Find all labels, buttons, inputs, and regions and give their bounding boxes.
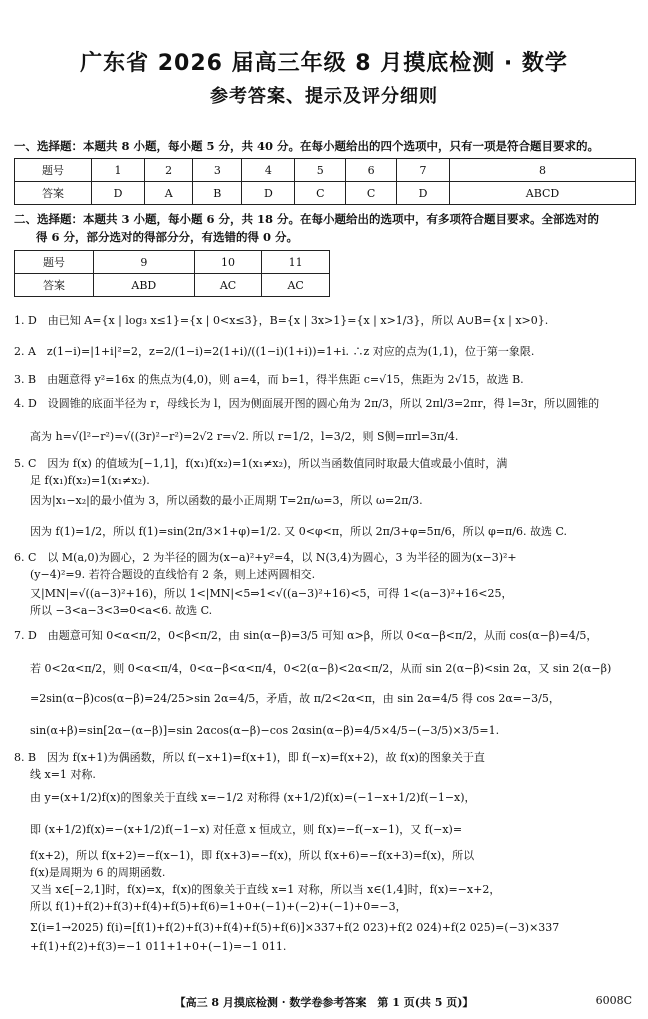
table-cell: B bbox=[193, 182, 242, 205]
solution-line: 由 y=(x+1/2)f(x)的图象关于直线 x=−1/2 对称得 (x+1/2)f(x)=(−1−x+1/2)f(−1−x)， bbox=[30, 791, 476, 804]
table-cell: ABCD bbox=[450, 182, 636, 205]
solution-line: +f(1)+f(2)+f(3)=−1 011+1+0+(−1)=−1 011. bbox=[30, 940, 287, 953]
table-cell: 9 bbox=[94, 251, 195, 274]
page-footer: 【高三 8 月摸底检测 · 数学卷参考答案 第 1 页(共 5 页)】 bbox=[174, 996, 474, 1009]
solution-line: 所以 −3<a−3<3⇒0<a<6. 故选 C. bbox=[30, 604, 213, 617]
table-row bbox=[15, 274, 330, 297]
table-cell: D bbox=[242, 182, 295, 205]
page-subtitle: 参考答案、提示及评分细则 bbox=[210, 86, 438, 107]
table-row bbox=[15, 159, 636, 182]
solution-line: 6. C 以 M(a,0)为圆心，2 为半径的圆为(x−a)²+y²=4，以 N(3,4)为圆心，3 为半径的圆为(x−3)²+ bbox=[14, 551, 517, 564]
table-cell: 4 bbox=[242, 159, 295, 182]
solution-line: 8. B 因为 f(x+1)为偶函数，所以 f(−x+1)=f(x+1)，即 f(−x)=f(x+2)，故 f(x)的图象关于直 bbox=[14, 751, 485, 764]
section2-answer-table bbox=[14, 250, 330, 297]
solution-line: 若 0<2α<π/2，则 0<α<π/4，0<α−β<α<π/4，0<2(α−β)<2α<π/2，从而 sin 2(α−β)<sin 2α，又 sin 2(α−β) bbox=[30, 662, 612, 675]
solution-line: 2. A z(1−i)=|1+i|²=2，z=2/(1−i)=2(1+i)/((1−i)(1+i))=1+i. ∴z 对应的点为(1,1)，位于第一象限. bbox=[14, 345, 535, 358]
table-row bbox=[15, 182, 636, 205]
solution-line: 因为|x₁−x₂|的最小值为 3，所以函数的最小正周期 T=2π/ω=3，所以 ω=2π/3. bbox=[30, 494, 423, 507]
solution-line: 又|MN|=√((a−3)²+16)，所以 1<|MN|<5⇒1<√((a−3)²+16)<5，可得 1<(a−3)²+16<25， bbox=[30, 587, 513, 600]
table-cell: C bbox=[295, 182, 346, 205]
table-cell: A bbox=[145, 182, 193, 205]
table-cell: 2 bbox=[145, 159, 193, 182]
solution-line: 所以 f(1)+f(2)+f(3)+f(4)+f(5)+f(6)=1+0+(−1)+(−2)+(−1)+0=−3， bbox=[30, 900, 407, 913]
table-cell: 11 bbox=[262, 251, 330, 274]
solution-line: 4. D 设圆锥的底面半径为 r，母线长为 l，因为侧面展开图的圆心角为 2π/3，所以 2πl/3=2πr，得 l=3r，所以圆锥的 bbox=[14, 397, 600, 410]
table-cell: D bbox=[397, 182, 450, 205]
solution-line: 因为 f(1)=1/2，所以 f(1)=sin(2π/3×1+φ)=1/2. 又 0<φ<π，所以 2π/3+φ=5π/6，所以 φ=π/6. 故选 C. bbox=[30, 525, 567, 538]
section1-answer-table bbox=[14, 158, 636, 205]
row-label: 题号 bbox=[15, 159, 92, 182]
table-cell: 6 bbox=[346, 159, 397, 182]
section2-instruction-line2: 得 6 分，部分选对的得部分分，有选错的得 0 分。 bbox=[36, 230, 299, 244]
table-cell: C bbox=[346, 182, 397, 205]
solution-line: 即 (x+1/2)f(x)=−(x+1/2)f(−1−x) 对任意 x 恒成立，则 f(x)=−f(−x−1)，又 f(−x)= bbox=[30, 823, 463, 836]
table-cell: AC bbox=[194, 274, 262, 297]
solution-line: 线 x=1 对称. bbox=[30, 768, 96, 781]
table-cell: 5 bbox=[295, 159, 346, 182]
table-cell: ABD bbox=[94, 274, 195, 297]
solution-line: 5. C 因为 f(x) 的值域为[−1,1]，f(x₁)f(x₂)=1(x₁≠x₂)，所以当函数值同时取最大值或最小值时，满 bbox=[14, 457, 508, 470]
solution-line: 又当 x∈[−2,1]时，f(x)=x，f(x)的图象关于直线 x=1 对称，所以当 x∈(1,4]时，f(x)=−x+2， bbox=[30, 883, 501, 896]
table-cell: 7 bbox=[397, 159, 450, 182]
solution-line: =2sin(α−β)cos(α−β)=24/25>sin 2α=4/5，矛盾，故 π/2<2α<π，由 sin 2α=4/5 得 cos 2α=−3/5， bbox=[30, 692, 560, 705]
solution-line: f(x+2)，所以 f(x+2)=−f(x−1)，即 f(x+3)=−f(x)，所以 f(x+6)=−f(x+3)=f(x)，所以 bbox=[30, 849, 475, 862]
table-cell: 3 bbox=[193, 159, 242, 182]
solution-line: 足 f(x₁)f(x₂)=1(x₁≠x₂). bbox=[30, 474, 150, 487]
table-cell: 1 bbox=[92, 159, 145, 182]
solution-line: 3. B 由题意得 y²=16x 的焦点为(4,0)，则 a=4，而 b=1，得半焦距 c=√15，焦距为 2√15，故选 B. bbox=[14, 373, 524, 386]
table-cell: 8 bbox=[450, 159, 636, 182]
solution-line: (y−4)²=9. 若符合题设的直线恰有 2 条，则上述两圆相交. bbox=[30, 568, 316, 581]
row-label: 答案 bbox=[15, 182, 92, 205]
section2-instruction-line1: 二、选择题：本题共 3 小题，每小题 6 分，共 18 分。在每小题给出的选项中，有多项符合题目要求。全部选对的 bbox=[14, 212, 600, 226]
table-cell: D bbox=[92, 182, 145, 205]
section1-instruction: 一、选择题：本题共 8 小题，每小题 5 分，共 40 分。在每小题给出的四个选项中，只有一项是符合题目要求的。 bbox=[14, 139, 600, 153]
solution-line: sin(α+β)=sin[2α−(α−β)]=sin 2αcos(α−β)−cos 2αsin(α−β)=4/5×4/5−(−3/5)×3/5=1. bbox=[30, 724, 500, 737]
table-cell: 10 bbox=[194, 251, 262, 274]
solution-line: 高为 h=√(l²−r²)=√((3r)²−r²)=2√2 r=√2. 所以 r=1/2，l=3/2，则 S侧=πrl=3π/4. bbox=[30, 430, 459, 443]
solution-line: 1. D 由已知 A={x | log₃ x≤1}={x | 0<x≤3}，B={x | 3x>1}={x | x>1/3}，所以 A∪B={x | x>0}. bbox=[14, 314, 549, 327]
row-label: 题号 bbox=[15, 251, 94, 274]
page-title: 广东省 2026 届高三年级 8 月摸底检测 · 数学 bbox=[80, 51, 568, 76]
solution-line: 7. D 由题意可知 0<α<π/2，0<β<π/2，由 sin(α−β)=3/5 可知 α>β，所以 0<α−β<π/2，从而 cos(α−β)=4/5， bbox=[14, 629, 598, 642]
table-row bbox=[15, 251, 330, 274]
solution-line: f(x)是周期为 6 的周期函数. bbox=[30, 866, 166, 879]
solution-line: Σ(i=1→2025) f(i)=[f(1)+f(2)+f(3)+f(4)+f(5)+f(6)]×337+f(2 023)+f(2 024)+f(2 025)=(−3)×337 bbox=[30, 921, 560, 934]
table-cell: AC bbox=[262, 274, 330, 297]
row-label: 答案 bbox=[15, 274, 94, 297]
document-code: 6008C bbox=[595, 994, 632, 1007]
